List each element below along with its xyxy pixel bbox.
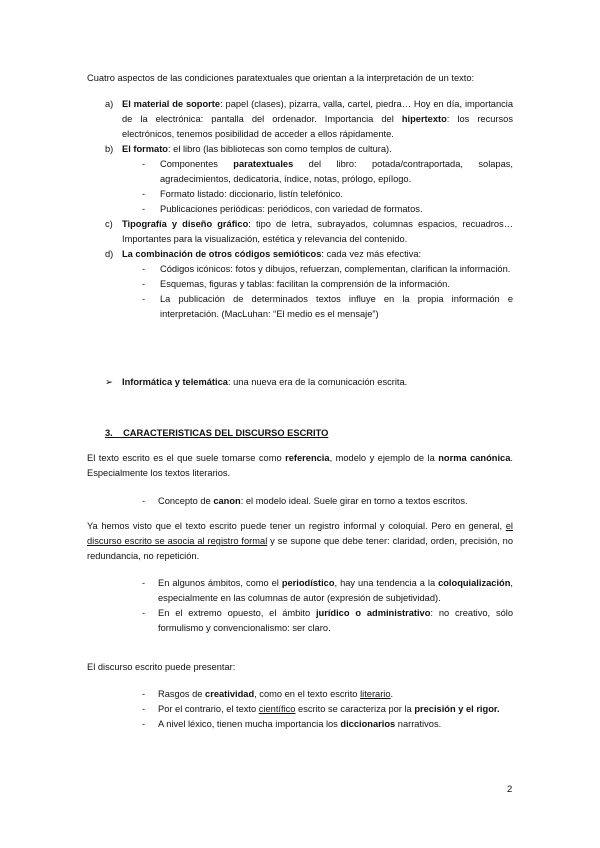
text: , hay una tendencia a la <box>334 578 439 588</box>
section-title: 3. CARACTERISTICAS DEL DISCURSO ESCRITO <box>105 428 329 438</box>
list-label-c: c) <box>105 219 113 229</box>
text: . <box>390 689 394 699</box>
list-item <box>122 262 513 277</box>
text: y se supone que debe tener: claridad, orden, precisión, no redundancia, no repetición. <box>87 536 513 561</box>
dash-bullet: - <box>142 608 146 618</box>
underlined-text: el discurso escrito se asocia al registro formal <box>87 521 513 546</box>
text: Por el contrario, el texto <box>158 704 259 714</box>
list-item <box>122 277 513 292</box>
underlined-text: literario <box>360 689 391 699</box>
list-item <box>87 576 513 606</box>
list-item <box>122 187 513 202</box>
list-item <box>122 157 513 187</box>
term-bold: periodístico <box>281 578 335 588</box>
text: , especialmente en las columnas de autor (expresión de subjetividad). <box>158 578 513 603</box>
arrow-bullet-icon: ➢ <box>105 377 113 387</box>
text: Concepto de <box>158 496 214 506</box>
intro-paragraph: Cuatro aspectos de las condiciones paratextuales que orientan a la interpretación de un texto: <box>87 73 475 83</box>
dash-bullet: - <box>142 689 146 699</box>
text: del libro: potada/contraportada, solapas, agradecimientos, dedicatoria, índice, notas, prólogo, epílogo. <box>160 159 514 184</box>
text: Esquemas, figuras y tablas: facilitan la comprensión de la información. <box>160 279 450 289</box>
features-list <box>87 687 513 732</box>
list-item-a <box>87 97 513 142</box>
text: En el extremo opuesto, el ámbito <box>158 608 316 618</box>
domains-list <box>87 576 513 636</box>
dash-bullet: - <box>142 294 146 304</box>
codes-sublist <box>122 262 513 322</box>
arrow-bullet-item <box>87 375 513 390</box>
dash-bullet: - <box>142 496 146 506</box>
text: La publicación de determinados textos influye en la propia información e interpretación. (MacLuhan: “El medio es el mensaje”) <box>160 294 513 319</box>
text: Componentes <box>160 159 234 169</box>
dash-bullet: - <box>142 578 146 588</box>
text: , como en el texto escrito <box>254 689 361 699</box>
term-bold: El formato <box>122 144 168 154</box>
list-label-d: d) <box>105 249 114 259</box>
list-item <box>87 494 513 509</box>
text: A nivel léxico, tienen mucha importancia los <box>158 719 341 729</box>
list-item <box>87 717 513 732</box>
text: El texto escrito es el que suele tomarse como <box>87 453 286 463</box>
list-label-b: b) <box>105 144 114 154</box>
term-bold: diccionarios <box>340 719 396 729</box>
text: Códigos icónicos: fotos y dibujos, refuerzan, complementan, clarifican la información. <box>160 264 511 274</box>
list-item <box>87 702 513 717</box>
text: Ya hemos visto que el texto escrito puede tener un registro informal y coloquial. Pero en general, <box>87 521 506 531</box>
text: : los recursos electrónicos, tenemos posibilidad de acceder a ellos rápidamente. <box>122 114 513 139</box>
canon-list <box>87 494 513 509</box>
list-item-b <box>87 142 513 217</box>
list-item-d <box>87 247 513 322</box>
text: , modelo y ejemplo de la <box>329 453 439 463</box>
text: : cada vez más efectiva: <box>321 249 422 259</box>
text: : una nueva era de la comunicación escrita. <box>227 377 408 387</box>
format-sublist <box>122 157 513 217</box>
underlined-text: científico <box>258 704 296 714</box>
text: : papel (clases), pizarra, valla, cartel, piedra… Hoy en día, importancia de la electrónica: pantalla del ordenador. Importancia del <box>122 99 513 124</box>
text: : el modelo ideal. Suele girar en torno a textos escritos. <box>240 496 468 506</box>
term-bold: precisión y el rigor. <box>414 704 500 714</box>
list-label-a: a) <box>105 99 114 109</box>
dash-bullet: - <box>142 264 146 274</box>
dash-bullet: - <box>142 159 146 169</box>
term-bold: Informática y telemática <box>122 377 228 387</box>
text: En algunos ámbitos, como el <box>158 578 282 588</box>
dash-bullet: - <box>142 189 146 199</box>
text: : el libro (las bibliotecas son como templos de cultura). <box>167 144 392 154</box>
dash-bullet: - <box>142 719 146 729</box>
term-bold: norma canónica <box>438 453 511 463</box>
term-bold: creatividad <box>205 689 255 699</box>
paragraph-register <box>87 519 513 564</box>
dash-bullet: - <box>142 279 146 289</box>
list-item <box>87 606 513 636</box>
page-number: 2 <box>507 784 513 795</box>
term-bold: hipertexto <box>401 114 447 124</box>
term-bold: El material de soporte <box>122 99 221 109</box>
term-bold: paratextuales <box>233 159 294 169</box>
term-bold: jurídico o administrativo <box>315 608 431 618</box>
term-bold: referencia <box>285 453 330 463</box>
dash-bullet: - <box>142 204 146 214</box>
text: escrito se caracteriza por la <box>295 704 415 714</box>
term-bold: La combinación de otros códigos semióticos <box>122 249 322 259</box>
list-item-c <box>87 217 513 247</box>
section-heading <box>105 426 505 441</box>
text: Formato listado: diccionario, listín telefónico. <box>160 189 343 199</box>
text: Rasgos de <box>158 689 206 699</box>
paratextual-list <box>87 97 513 322</box>
term-bold: Tipografía y diseño gráfico <box>122 219 249 229</box>
list-item <box>122 202 513 217</box>
list-item <box>122 292 513 322</box>
term-bold: canon <box>213 496 241 506</box>
text: : no creativo, sólo formulismo y convencionalismo: ser claro. <box>158 608 513 633</box>
text: . Especialmente los textos literarios. <box>87 453 513 478</box>
text: : tipo de letra, subrayados, columnas espacios, recuadros… Importantes para la visualización, estética y relevancia del contenido. <box>122 219 513 244</box>
term-bold: coloquialización <box>438 578 511 588</box>
list-item <box>87 687 513 702</box>
paragraph-reference <box>87 451 513 481</box>
text: Publicaciones periódicas: periódicos, con variedad de formatos. <box>160 204 423 214</box>
text: narrativos. <box>395 719 442 729</box>
dash-bullet: - <box>142 704 146 714</box>
paragraph-presentar: El discurso escrito puede presentar: <box>87 662 236 672</box>
